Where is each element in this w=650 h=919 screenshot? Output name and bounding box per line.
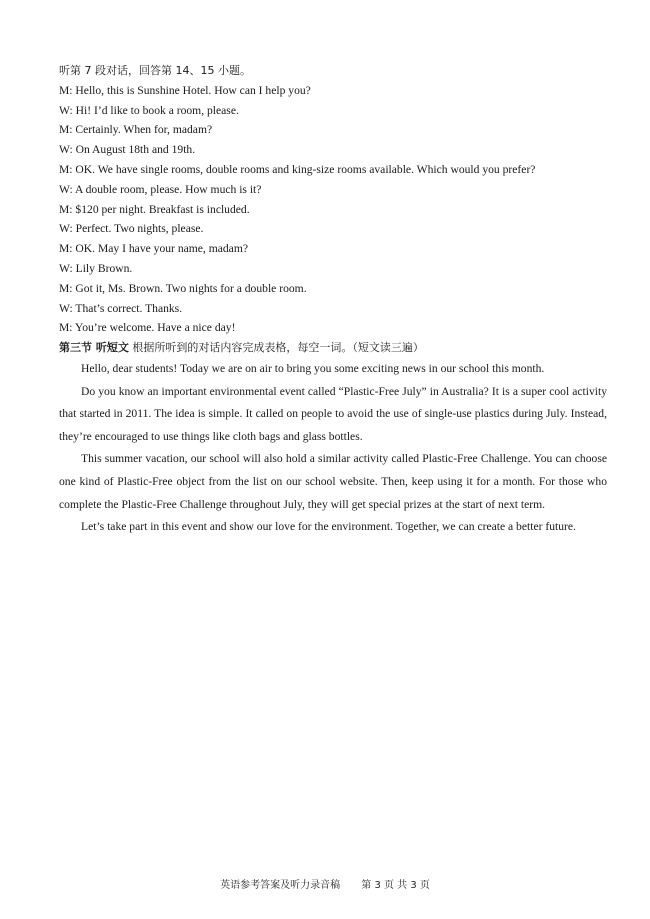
page-footer	[0, 876, 650, 891]
dialogue-line: W: That’s correct. Thanks.	[59, 301, 183, 315]
dialogue-line: M: $120 per night. Breakfast is included.	[59, 202, 250, 216]
dialogue-line: M: OK. May I have your name, madam?	[59, 242, 248, 256]
passage-paragraph: Let’s take part in this event and show our love for the environment. Together, we can create a better future.	[81, 520, 576, 534]
page-content	[59, 61, 607, 539]
section-heading	[59, 338, 607, 358]
dialogue-line: W: Hi! I’d like to book a room, please.	[59, 103, 239, 117]
dialogue-line: W: A double room, please. How much is it?	[59, 182, 262, 196]
section-title: 第三节 听短文	[59, 341, 129, 355]
dialogue-line: W: Lily Brown.	[59, 261, 133, 275]
dialogue	[59, 81, 607, 338]
passage-paragraph: Do you know an important environmental event called “Plastic-Free July” in Australia? It is a super cool activity that started in 2011. The idea is simple. It called on people to avoid the use of single-use plastics during July. Instead, they’re encouraged to use things like cloth bags and glass bottles.	[59, 384, 607, 443]
dialogue-line: M: Hello, this is Sunshine Hotel. How can I help you?	[59, 83, 311, 97]
dialogue-heading: 听第 7 段对话，回答第 14、15 小题。	[59, 64, 251, 77]
passage-paragraph: Hello, dear students! Today we are on air to bring you some exciting news in our school this month.	[81, 361, 545, 375]
dialogue-line: M: Got it, Ms. Brown. Two nights for a double room.	[59, 281, 307, 295]
dialogue-line: W: On August 18th and 19th.	[59, 143, 196, 157]
footer-doc-title: 英语参考答案及听力录音稿	[220, 880, 341, 891]
passage-paragraph: This summer vacation, our school will also hold a similar activity called Plastic-Free Challenge. You can choose one kind of Plastic-Free object from the list on our school website. Then, keep using it for a month. For those who complete the Plastic-Free Challenge throughout July, they will get special prizes at the start of next term.	[59, 452, 607, 511]
dialogue-line: M: Certainly. When for, madam?	[59, 123, 213, 137]
dialogue-line: M: OK. We have single rooms, double rooms and king-size rooms available. Which would you prefer?	[59, 162, 536, 176]
dialogue-line: M: You’re welcome. Have a nice day!	[59, 321, 236, 335]
passage	[59, 358, 607, 539]
section-instruction: 根据所听到的对话内容完成表格，每空一词。（短文读三遍）	[132, 341, 424, 355]
footer-page-number: 第 3 页 共 3 页	[361, 880, 430, 891]
dialogue-line: W: Perfect. Two nights, please.	[59, 222, 204, 236]
